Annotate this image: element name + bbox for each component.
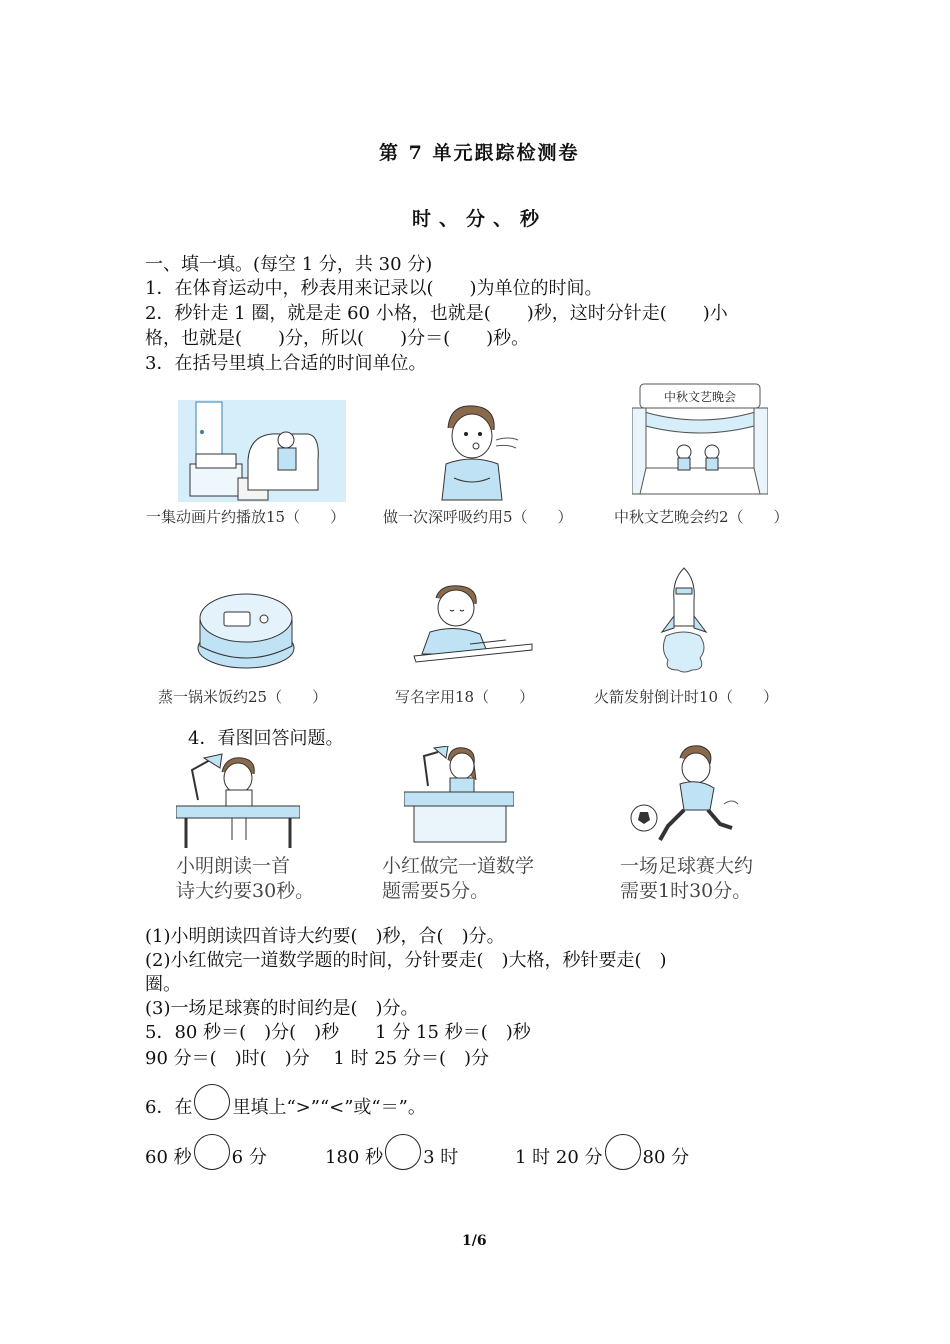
- rice-cooker-illustration: [196, 586, 296, 670]
- comparison-1-circle[interactable]: [194, 1134, 230, 1170]
- question-2-line1: 2．秒针走 1 圈，就是走 60 小格，也就是( )秒，这时分针走( )小: [145, 303, 728, 324]
- answer-circle[interactable]: [194, 1084, 230, 1120]
- comparison-2-left: 180 秒: [325, 1147, 384, 1168]
- xiaohong-homework-illustration: [404, 746, 514, 844]
- comparison-2-circle[interactable]: [385, 1134, 421, 1170]
- q3-caption-breath: 做一次深呼吸约用5（ ）: [383, 508, 573, 526]
- section-heading: 一、填一填。(每空 1 分，共 30 分): [145, 254, 433, 275]
- q3-caption-gala: 中秋文艺晚会约2（ ）: [614, 508, 789, 526]
- question-1: 1．在体育运动中，秒表用来记录以( )为单位的时间。: [145, 278, 603, 299]
- question-5-line2: 90 分＝( )时( )分 1 时 25 分＝( )分: [145, 1048, 490, 1069]
- question-6-suffix: 里填上“>”“<”或“＝”。: [232, 1097, 426, 1118]
- q4-caption-reading-line2: 诗大约要30秒。: [176, 880, 315, 902]
- comparison-3-circle[interactable]: [605, 1134, 641, 1170]
- boy-deep-breath-illustration: [424, 400, 520, 502]
- comparison-2: [325, 1140, 458, 1176]
- q4-subquestion-2-line2: 圈。: [145, 974, 181, 995]
- q3-caption-cartoon: 一集动画片约播放15（ ）: [146, 508, 346, 526]
- q4-subquestion-2-line1: (2)小红做完一道数学题的时间，分针要走( )大格，秒针要走( ): [145, 950, 667, 971]
- page-title: 第 7 单元跟踪检测卷: [379, 142, 580, 164]
- living-room-tv-illustration: [178, 400, 346, 502]
- comparison-3-right: 80 分: [642, 1147, 690, 1168]
- comparison-1: [145, 1140, 267, 1176]
- comparison-3-left: 1 时 20 分: [515, 1147, 603, 1168]
- comparison-1-right: 6 分: [231, 1147, 267, 1168]
- q4-caption-football-line1: 一场足球赛大约: [620, 855, 754, 877]
- xiaoming-reading-illustration: [176, 752, 300, 850]
- boy-football-illustration: [628, 744, 748, 848]
- page-subtitle: 时、分、秒: [412, 208, 548, 230]
- question-4: 4．看图回答问题。: [188, 728, 344, 749]
- question-3: 3．在括号里填上合适的时间单位。: [145, 353, 427, 374]
- rocket-launch-illustration: [654, 566, 714, 674]
- festival-banner-text: 中秋文艺晚会: [663, 390, 737, 404]
- q4-caption-math-line1: 小红做完一道数学: [382, 855, 535, 877]
- q4-caption-football-line2: 需要1时30分。: [620, 880, 752, 902]
- q3-caption-rice: 蒸一锅米饭约25（ ）: [158, 688, 328, 706]
- q4-caption-reading-line1: 小明朗读一首: [176, 855, 291, 877]
- question-2-line2: 格，也就是( )分，所以( )分＝( )秒。: [145, 328, 530, 349]
- q3-caption-name: 写名字用18（ ）: [395, 688, 535, 706]
- q4-subquestion-1: (1)小明朗读四首诗大约要( )秒，合( )分。: [145, 926, 505, 947]
- page-number: 1/6: [462, 1233, 487, 1249]
- question-6: [145, 1090, 426, 1126]
- question-5-line1: 5．80 秒＝( )分( )秒 1 分 15 秒＝( )秒: [145, 1022, 531, 1043]
- q4-caption-math-line2: 题需要5分。: [382, 880, 490, 902]
- comparison-3: [515, 1140, 689, 1176]
- q3-caption-rocket: 火箭发射倒计时10（ ）: [594, 688, 779, 706]
- comparison-2-right: 3 时: [423, 1147, 459, 1168]
- comparison-1-left: 60 秒: [145, 1147, 192, 1168]
- mid-autumn-stage-illustration: [632, 382, 768, 496]
- q4-subquestion-3: (3)一场足球赛的时间约是( )分。: [145, 998, 419, 1019]
- question-6-prefix: 6．在: [145, 1097, 193, 1118]
- boy-writing-illustration: [410, 584, 534, 666]
